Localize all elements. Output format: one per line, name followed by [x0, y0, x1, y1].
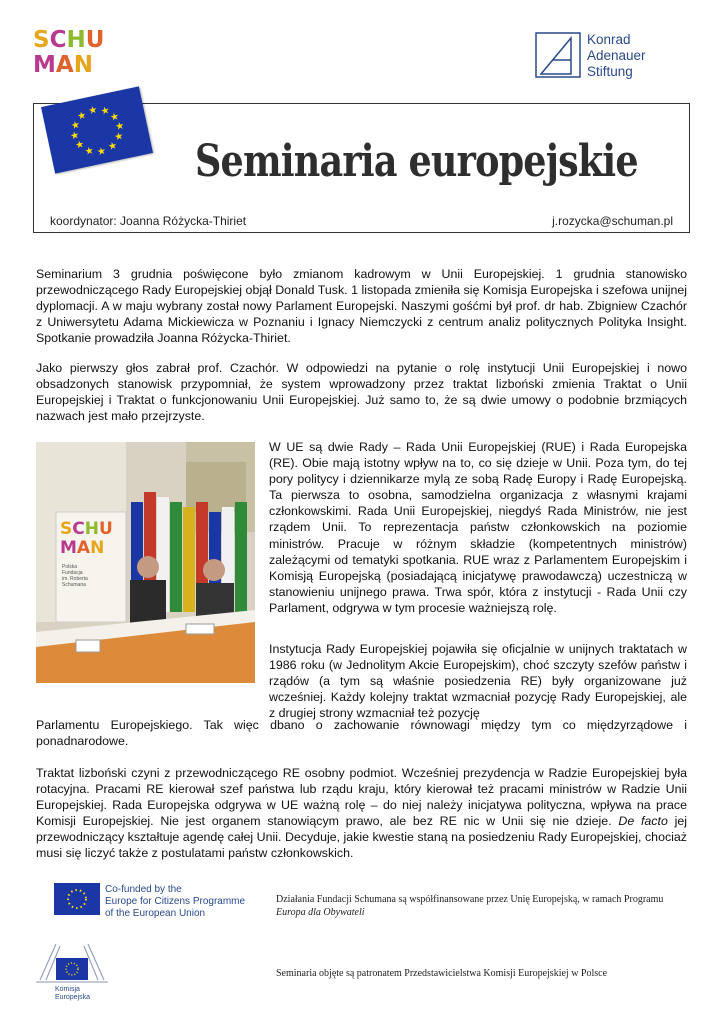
- svg-text:★: ★: [70, 119, 82, 133]
- svg-text:★: ★: [87, 104, 99, 118]
- banner-sub-2: Fundacja: [62, 570, 83, 576]
- paragraph-3: W UE są dwie Rady – Rada Unii Europejskiej (RUE) i Rada Europejska (RE). Obie mają istotny wpływ na to, co się dzieje w Unii. Poza tym, do tej pory politycy i dziennikarze mylą ze sobą Radę Europy i Radę Europejską. Ta pierwsza to osobna, samodzielna organizacja z własnymi krajami członkowskimi. Rada Unii Europejskiej, niegdyś Rada Ministrów, nie jest rządem Unii. To reprezentacja państw członkowskich na poziomie ministrów. Pracuje w różnym składzie (kompetentnych ministrów) zależącymi od tematyki spotkania. RUE wraz z Parlamentem Europejskim i Komisją Europejską (posiadającą inicjatywę prawodawczą) uczestniczą w stanowieniu unijnego prawa. Trwa spór, która z instytucji - Rada Unii czy Parlament, odgrywa w tym procesie ważniejszą rolę.: [269, 440, 687, 615]
- schuman-logo-line-2: MAN: [33, 52, 93, 78]
- paragraph-4-part-1: Instytucja Rady Europejskiej pojawiła się oficjalnie w unijnych traktatach w 1986 roku (w Jednolitym Akcie Europejskim), choć szczyty szefów państw i rządów (a tym są właśnie posiedzenia RE) były organizowane już wcześniej. Każdy kolejny traktat wzmacniał pozycję Rady Europejskiej, ale z drugiej strony wzmacniał też pozycję: [269, 642, 687, 721]
- svg-text:★: ★: [99, 105, 111, 118]
- svg-text:★: ★: [114, 120, 126, 133]
- svg-text:★: ★: [113, 130, 125, 144]
- banner-sub-3: im. Roberta: [62, 576, 88, 582]
- photo-banner-subtitle: [62, 564, 88, 588]
- svg-text:★: ★: [74, 139, 86, 152]
- kas-emblem-icon: [535, 32, 583, 80]
- kas-logo: [535, 32, 675, 82]
- eu-cofund-flag-icon: [54, 883, 100, 915]
- photo-banner-line-1: SCHU: [60, 519, 113, 539]
- banner-sub-1: Polska: [62, 564, 78, 570]
- footer-funding-note: [276, 893, 676, 919]
- svg-text:★: ★: [83, 145, 95, 158]
- kas-line-2: Adenauer: [587, 48, 646, 63]
- footer-funding-text: Działania Fundacji Schumana są współfinansowane przez Unię Europejską, w ramach Programu: [276, 894, 664, 905]
- kas-name: [587, 32, 646, 80]
- ec-building-icon: [36, 940, 108, 988]
- svg-text:★: ★: [69, 129, 81, 143]
- footer-programme-name: Europa dla Obywateli: [276, 907, 365, 918]
- kas-line-3: Stiftung: [587, 64, 633, 79]
- cofund-line-3: of the European Union: [105, 908, 206, 919]
- svg-text:★: ★: [96, 145, 108, 159]
- banner-sub-4: Schumana: [62, 582, 86, 588]
- paragraph-4-part-2: Parlamentu Europejskiego. Tak więc dbano o zachowanie równowagi między tym co międzyrządowe i ponadnarodowe.: [36, 718, 687, 749]
- schuman-logo-line-1: SCHU: [33, 27, 105, 53]
- seminar-photo: [36, 442, 255, 683]
- svg-text:★: ★: [107, 140, 119, 153]
- footer-patronage-note: Seminaria objęte są patronatem Przedstawicielstwa Komisji Europejskiej w Polsce: [276, 968, 608, 979]
- paragraph-5: [36, 765, 687, 862]
- cofund-line-1: Co-funded by the: [105, 884, 182, 895]
- cofund-line-2: Europe for Citizens Programme: [105, 896, 246, 907]
- ec-label-line-2: Europejska: [55, 994, 91, 1001]
- schuman-logo: [33, 27, 105, 82]
- paragraph-5-text-b: jej przewodniczący kształtuje agendę całej Unii. Decyduje, jakie kwestie staną na posiedzeniu Rady Europejskiej, chociaż musi się liczyć także z postulatami państw członkowskich.: [36, 814, 687, 861]
- photo-banner-line-2: MAN: [60, 538, 105, 558]
- coordinator-label: koordynator: Joanna Różycka-Thiriet: [50, 214, 247, 228]
- paragraph-2: Jako pierwszy głos zabrał prof. Czachór. W odpowiedzi na pytanie o rolę instytucji Unii Europejskiej i nowo obsadzonych stanowisk przypomniał, że system wprowadzony przez traktat lizboński zmienia Traktat o Unii Europejskiej i Traktat o funkcjonowaniu Unii Europejskiej. Już samo to, że są dwie umowy o podobnie brzmiących nazwach jest mało przejrzyste.: [36, 361, 687, 424]
- ec-label-line-1: Komisja: [55, 986, 80, 993]
- paragraph-1: Seminarium 3 grudnia poświęcone było zmianom kadrowym w Unii Europejskiej. 1 grudnia stanowisko przewodniczącego Rady Europejskiej objął Donald Tusk. 1 listopada zmieniła się Komisja Europejska i szefowa unijnej dyplomacji. A w maju wybrany został nowy Parlament Europejski. Naszymi gośćmi był prof. dr hab. Zbigniew Czachór z Uniwersytetu Adama Mickiewicza w Poznaniu i Ignacy Niemczycki z centrum analiz politycznych Polityka Insight. Spotkanie prowadziła Joanna Różycka-Thiriet.: [36, 267, 687, 346]
- paragraph-5-italic: De facto: [618, 814, 668, 829]
- page-title: Seminaria europejskie: [195, 136, 638, 187]
- paragraph-5-text-a: Traktat lizboński czyni z przewodniczącego RE osobny podmiot. Wcześniej prezydencja w Radzie Europejskiej była rotacyjna. Pracami RE kierował szef państwa lub rządu kraju, który kierował też pracami ministrów w Radzie Unii Europejskiej. Rada Europejska odgrywa w UE ważną rolę – do niej należy inicjatywa polityczna, wpływa na prace Komisji Europejskiej. Nie jest organem stanowiącym prawo, ale bez RE nic w Unii się nie dzieje.: [36, 766, 687, 829]
- photo-banner-logo: [60, 520, 113, 558]
- svg-text:★: ★: [76, 110, 88, 123]
- svg-text:★: ★: [109, 111, 121, 124]
- coordinator-email[interactable]: j.rozycka@schuman.pl: [552, 214, 673, 228]
- kas-line-1: Konrad: [587, 32, 631, 47]
- cofund-label: [105, 884, 245, 920]
- ec-label: [55, 986, 90, 1002]
